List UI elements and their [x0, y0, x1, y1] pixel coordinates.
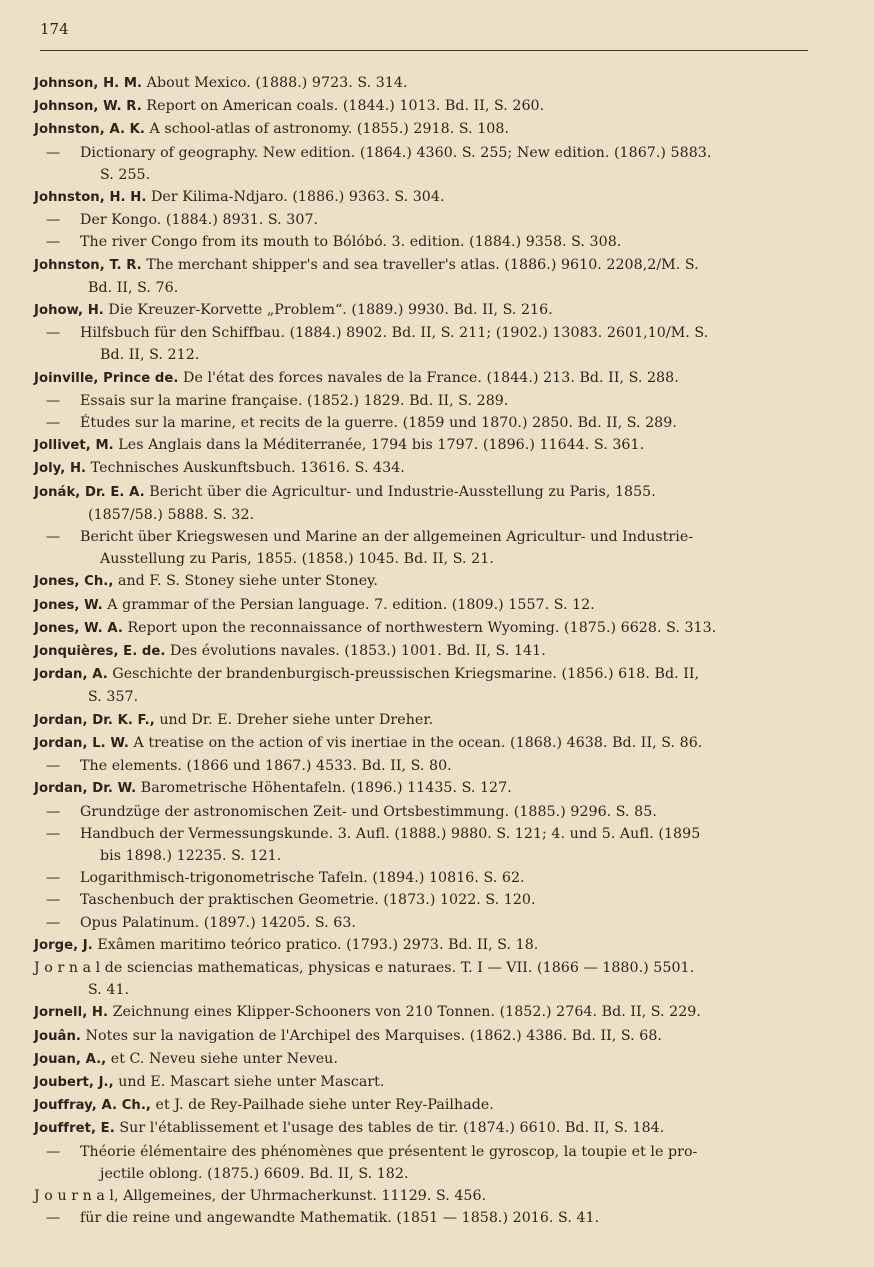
index-entry	[34, 1094, 810, 1117]
entry-continuation: jectile oblong. (1875.) 6609. Bd. II, S. 182.	[100, 1165, 409, 1182]
index-entry	[34, 777, 810, 800]
index-subentry	[34, 889, 810, 911]
index-subentry	[34, 867, 810, 889]
entry-author: Jordan, Dr. K. F.,	[34, 712, 155, 728]
entry-author: Jordan, Dr. W.	[34, 781, 137, 797]
index-entry	[34, 570, 810, 593]
entry-text: The merchant shipper's and sea traveller's atlas. (1886.) 9610. 2208,2/M. S.	[141, 256, 699, 273]
page-number: 174	[40, 20, 69, 38]
index-entry	[34, 1048, 810, 1071]
index-entry	[34, 299, 810, 322]
entry-text: Report on American coals. (1844.) 1013. Bd. II, S. 260.	[141, 98, 545, 115]
repeat-dash: —	[46, 529, 61, 546]
entry-author: Jouffray, A. Ch.,	[34, 1098, 151, 1114]
index-subentry	[34, 801, 810, 823]
entry-text: and F. S. Stoney siehe unter Stoney.	[113, 573, 378, 590]
index-subentry	[34, 526, 810, 570]
index-subentry	[34, 390, 810, 412]
index-subentry	[34, 1141, 810, 1185]
entry-text: Dictionary of geography. New edition. (1864.) 4360. S. 255; New edition. (1867.) 5883.	[80, 144, 712, 161]
index-entry	[34, 1185, 810, 1207]
repeat-dash: —	[46, 1210, 61, 1227]
entry-text: A grammar of the Persian language. 7. edition. (1809.) 1557. S. 12.	[102, 596, 595, 613]
index-subentry	[34, 755, 810, 777]
entry-text: Der Kongo. (1884.) 8931. S. 307.	[80, 212, 319, 229]
repeat-dash: —	[46, 870, 61, 887]
repeat-dash: —	[46, 1143, 61, 1160]
index-entry	[34, 481, 810, 526]
entry-text: The elements. (1866 und 1867.) 4533. Bd. II, S. 80.	[80, 758, 452, 775]
entry-text: Logarithmisch-trigonometrische Tafeln. (1894.) 10816. S. 62.	[80, 870, 525, 887]
index-entry	[34, 72, 810, 95]
entry-continuation: bis 1898.) 12235. S. 121.	[100, 847, 282, 864]
index-entry	[34, 594, 810, 617]
index-entry	[34, 1117, 810, 1140]
entry-text: Handbuch der Vermessungskunde. 3. Aufl. (1888.) 9880. S. 121; 4. und 5. Aufl. (1895	[80, 825, 701, 842]
index-entry	[34, 663, 810, 708]
entry-author: Johnston, H. H.	[34, 190, 147, 206]
index-entry	[34, 640, 810, 663]
index-subentry	[34, 231, 810, 253]
entry-text: Taschenbuch der praktischen Geometrie. (1873.) 1022. S. 120.	[80, 892, 536, 909]
entry-text: für die reine und angewandte Mathematik. (1851 — 1858.) 2016. S. 41.	[80, 1210, 600, 1227]
index-subentry	[34, 322, 810, 366]
entry-author: Jouân.	[34, 1028, 81, 1044]
repeat-dash: —	[46, 758, 61, 775]
entry-author: Jonquières, E. de.	[34, 644, 166, 660]
repeat-dash: —	[46, 325, 61, 342]
entry-text: Essais sur la marine française. (1852.) 1829. Bd. II, S. 289.	[80, 392, 509, 409]
index-subentry	[34, 912, 810, 934]
entry-text: A treatise on the action of vis inertiae in the ocean. (1868.) 4638. Bd. II, S. 86.	[128, 734, 703, 751]
index-entry	[34, 617, 810, 640]
entry-text: Bericht über die Agricultur- und Industrie-Ausstellung zu Paris, 1855.	[144, 483, 656, 500]
index-entry	[34, 95, 810, 118]
index-subentry	[34, 412, 810, 434]
entry-author: Jouan, A.,	[34, 1051, 107, 1067]
entry-author: Jonák, Dr. E. A.	[34, 484, 145, 500]
entry-text: The river Congo from its mouth to Bólóbó. 3. edition. (1884.) 9358. S. 308.	[80, 234, 622, 251]
entry-author: Joubert, J.,	[34, 1074, 114, 1090]
index-entry	[34, 118, 810, 141]
entry-author: Jones, W.	[34, 597, 103, 613]
index-entry	[34, 732, 810, 755]
entry-text: Grundzüge der astronomischen Zeit- und Ortsbestimmung. (1885.) 9296. S. 85.	[80, 803, 657, 820]
entry-author: Jordan, L. W.	[34, 735, 129, 751]
repeat-dash: —	[46, 803, 61, 820]
repeat-dash: —	[46, 914, 61, 931]
entry-text: Opus Palatinum. (1897.) 14205. S. 63.	[80, 914, 356, 931]
repeat-dash: —	[46, 144, 61, 161]
entry-author: Jouffret, E.	[34, 1121, 115, 1137]
entry-text: Die Kreuzer-Korvette „Problem“. (1889.) 9930. Bd. II, S. 216.	[103, 302, 553, 319]
entry-text: J o r n a l de sciencias mathematicas, physicas e naturaes. T. I — VII. (1866 — 1880.) 5501.	[34, 959, 695, 976]
index-entry	[34, 254, 810, 299]
index-entries	[34, 72, 810, 1229]
entry-author: Joly, H.	[34, 461, 87, 477]
index-entry	[34, 957, 810, 1001]
entry-continuation: (1857/58.) 5888. S. 32.	[88, 506, 255, 523]
repeat-dash: —	[46, 392, 61, 409]
entry-text: Des évolutions navales. (1853.) 1001. Bd. II, S. 141.	[165, 643, 546, 660]
repeat-dash: —	[46, 234, 61, 251]
entry-author: Johnston, T. R.	[34, 257, 142, 273]
entry-author: Johnston, A. K.	[34, 122, 145, 138]
entry-text: About Mexico. (1888.) 9723. S. 314.	[142, 75, 408, 91]
entry-text: J o u r n a l, Allgemeines, der Uhrmacherkunst. 11129. S. 456.	[34, 1187, 487, 1204]
index-subentry	[34, 1207, 810, 1229]
repeat-dash: —	[46, 212, 61, 229]
entry-text: Zeichnung eines Klipper-Schooners von 210 Tonnen. (1852.) 2764. Bd. II, S. 229.	[108, 1004, 701, 1021]
entry-text: et J. de Rey-Pailhade siehe unter Rey-Pailhade.	[151, 1097, 494, 1114]
entry-text: Études sur la marine, et recits de la guerre. (1859 und 1870.) 2850. Bd. II, S. 289.	[80, 415, 677, 432]
index-entry	[34, 1025, 810, 1048]
index-entry	[34, 434, 810, 457]
header-rule	[40, 50, 808, 51]
index-entry	[34, 1071, 810, 1094]
entry-author: Johow, H.	[34, 303, 104, 319]
entry-text: Hilfsbuch für den Schiffbau. (1884.) 8902. Bd. II, S. 211; (1902.) 13083. 2601,10/M. S.	[80, 325, 709, 342]
repeat-dash: —	[46, 825, 61, 842]
index-entry	[34, 186, 810, 209]
entry-author: Jollivet, M.	[34, 438, 114, 454]
entry-author: Jones, Ch.,	[34, 574, 114, 590]
entry-author: Jornell, H.	[34, 1005, 109, 1021]
entry-text: Exâmen maritimo teórico pratico. (1793.) 2973. Bd. II, S. 18.	[92, 936, 539, 953]
entry-text: und E. Mascart siehe unter Mascart.	[113, 1073, 385, 1090]
entry-author: Jones, W. A.	[34, 620, 123, 636]
entry-continuation: Ausstellung zu Paris, 1855. (1858.) 1045. Bd. II, S. 21.	[100, 551, 494, 568]
entry-author: Johnson, H. M.	[34, 76, 143, 91]
index-subentry	[34, 209, 810, 231]
repeat-dash: —	[46, 892, 61, 909]
entry-text: A school-atlas of astronomy. (1855.) 2918. S. 108.	[144, 121, 510, 138]
entry-author: Jordan, A.	[34, 667, 108, 683]
repeat-dash: —	[46, 415, 61, 432]
entry-text: et C. Neveu siehe unter Neveu.	[106, 1050, 338, 1067]
index-subentry	[34, 823, 810, 867]
entry-author: Joinville, Prince de.	[34, 370, 179, 386]
entry-text: Technisches Auskunftsbuch. 13616. S. 434.	[86, 460, 405, 477]
entry-text: Bericht über Kriegswesen und Marine an der allgemeinen Agricultur- und Industrie-	[80, 529, 694, 546]
entry-text: Les Anglais dans la Méditerranée, 1794 bis 1797. (1896.) 11644. S. 361.	[113, 437, 645, 454]
index-entry	[34, 457, 810, 480]
entry-text: Der Kilima-Ndjaro. (1886.) 9363. S. 304.	[146, 189, 445, 206]
entry-continuation: Bd. II, S. 212.	[100, 347, 200, 364]
entry-author: Jorge, J.	[34, 937, 93, 953]
index-entry	[34, 934, 810, 957]
index-entry	[34, 367, 810, 390]
entry-text: Théorie élémentaire des phénomènes que présentent le gyroscop, la toupie et le pro-	[80, 1143, 698, 1160]
entry-continuation: Bd. II, S. 76.	[88, 279, 179, 296]
entry-text: De l'état des forces navales de la France. (1844.) 213. Bd. II, S. 288.	[178, 369, 679, 386]
entry-text: Notes sur la navigation de l'Archipel des Marquises. (1862.) 4386. Bd. II, S. 68.	[80, 1027, 662, 1044]
entry-continuation: S. 255.	[100, 166, 151, 183]
entry-continuation: S. 41.	[88, 982, 130, 999]
index-entry	[34, 709, 810, 732]
entry-text: Barometrische Höhentafeln. (1896.) 11435. S. 127.	[136, 780, 512, 797]
entry-text: Report upon the reconnaissance of northwestern Wyoming. (1875.) 6628. S. 313.	[122, 619, 717, 636]
index-entry	[34, 1001, 810, 1024]
entry-continuation: S. 357.	[88, 689, 139, 706]
index-subentry	[34, 142, 810, 186]
entry-author: Johnson, W. R.	[34, 99, 142, 115]
entry-text: Geschichte der brandenburgisch-preussischen Kriegsmarine. (1856.) 618. Bd. II,	[107, 666, 700, 683]
entry-text: und Dr. E. Dreher siehe unter Dreher.	[154, 711, 434, 728]
entry-text: Sur l'établissement et l'usage des tables de tir. (1874.) 6610. Bd. II, S. 184.	[114, 1120, 665, 1137]
